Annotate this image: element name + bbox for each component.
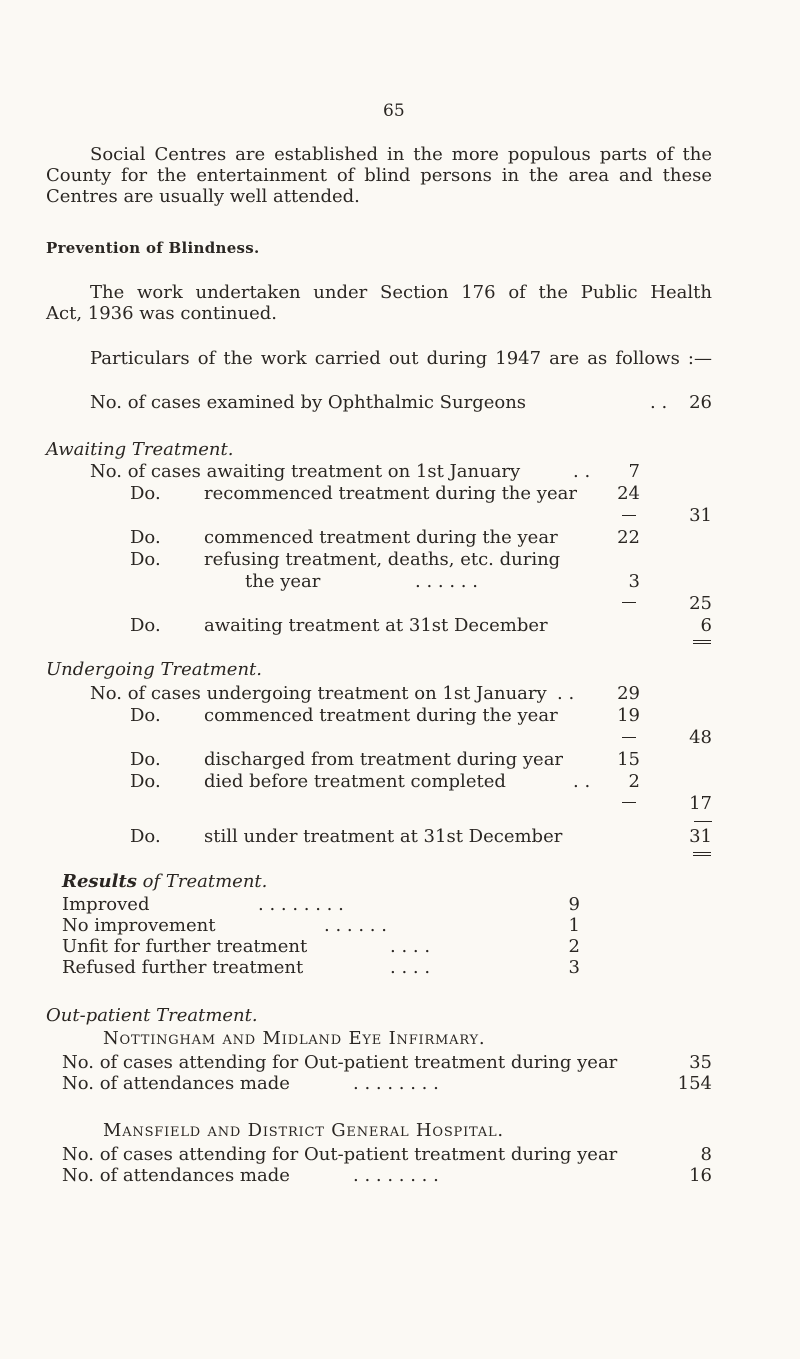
undergoing-row-1-dots: . . <box>557 683 575 704</box>
results-heading-bold: Results <box>62 871 137 892</box>
awaiting-subtotal-2: 25 <box>689 593 712 614</box>
undergoing-row-4-value: 2 <box>628 771 640 792</box>
undergoing-row-1-value: 29 <box>617 683 640 704</box>
work-line-1: The work undertaken under Section 176 of the Public Health <box>90 282 712 303</box>
undergoing-subtotal-2: 17 <box>689 793 712 814</box>
awaiting-row-4-dots: . . . . . . <box>415 571 478 592</box>
awaiting-double-rule <box>693 640 711 644</box>
intro-line-3: Centres are usually well attended. <box>46 186 360 207</box>
undergoing-row-4-prefix: Do. <box>130 771 161 792</box>
awaiting-row-2-label: recommenced treatment during the year <box>204 483 577 504</box>
results-row-value: 9 <box>568 894 580 915</box>
awaiting-row-1-label: No. of cases awaiting treatment on 1st January <box>90 461 521 482</box>
undergoing-subtotal-1: 48 <box>689 727 712 748</box>
results-row-value: 2 <box>568 936 580 957</box>
awaiting-row-3-value: 22 <box>617 527 640 548</box>
awaiting-rule-2 <box>622 602 636 603</box>
results-heading <box>62 872 267 892</box>
undergoing-row-5-value: 31 <box>689 826 712 847</box>
undergoing-heading: Undergoing Treatment. <box>46 659 262 680</box>
results-row-label: No improvement <box>62 915 216 936</box>
results-row-label: Improved <box>62 894 150 915</box>
undergoing-rule-2 <box>622 802 636 803</box>
awaiting-subtotal-1: 31 <box>689 505 712 526</box>
undergoing-row-4-dots: . . <box>573 771 591 792</box>
results-row-dots: . . . . . . <box>324 915 387 936</box>
awaiting-row-5-label: awaiting treatment at 31st December <box>204 615 548 636</box>
undergoing-row-3-value: 15 <box>617 749 640 770</box>
nottingham-attendances-dots: . . . . . . . . <box>353 1073 439 1094</box>
results-row-dots: . . . . <box>390 957 431 978</box>
undergoing-row-2-prefix: Do. <box>130 705 161 726</box>
section-heading-prevention: Prevention of Blindness. <box>46 239 260 257</box>
undergoing-rule-1 <box>622 737 636 738</box>
intro-line-2: County for the entertainment of blind persons in the area and these <box>46 165 712 186</box>
nottingham-attendances-value: 154 <box>677 1073 712 1094</box>
mansfield-attendances-dots: . . . . . . . . <box>353 1165 439 1186</box>
mansfield-cases-value: 8 <box>700 1144 712 1165</box>
results-row-value: 1 <box>568 915 580 936</box>
awaiting-row-2-value: 24 <box>617 483 640 504</box>
undergoing-rule-3 <box>694 821 712 822</box>
examined-dots: . . <box>650 392 668 413</box>
awaiting-row-5-prefix: Do. <box>130 615 161 636</box>
mansfield-title: Mansfield and District General Hospital. <box>103 1120 504 1141</box>
results-row-dots: . . . . <box>390 936 431 957</box>
intro-line-1: Social Centres are established in the more populous parts of the <box>90 144 712 165</box>
awaiting-row-2-prefix: Do. <box>130 483 161 504</box>
results-row-label: Refused further treatment <box>62 957 304 978</box>
awaiting-row-4-value: 3 <box>628 571 640 592</box>
particulars-line: Particulars of the work carried out during 1947 are as follows :— <box>90 348 712 369</box>
results-row-dots: . . . . . . . . <box>258 894 344 915</box>
undergoing-row-4-label: died before treatment completed <box>204 771 506 792</box>
undergoing-row-3-prefix: Do. <box>130 749 161 770</box>
results-heading-rest: of Treatment. <box>136 871 268 892</box>
undergoing-row-5-label: still under treatment at 31st December <box>204 826 563 847</box>
awaiting-rule-1 <box>622 515 636 516</box>
undergoing-row-5-prefix: Do. <box>130 826 161 847</box>
undergoing-row-2-label: commenced treatment during the year <box>204 705 558 726</box>
examined-value: 26 <box>689 392 712 413</box>
awaiting-row-4-label-2: the year <box>245 571 321 592</box>
examined-label: No. of cases examined by Ophthalmic Surgeons <box>90 392 527 413</box>
results-row-label: Unfit for further treatment <box>62 936 308 957</box>
awaiting-heading: Awaiting Treatment. <box>46 439 234 460</box>
nottingham-title: Nottingham and Midland Eye Infirmary. <box>103 1028 486 1049</box>
undergoing-double-rule <box>693 852 711 856</box>
mansfield-attendances-label: No. of attendances made <box>62 1165 290 1186</box>
undergoing-row-1-label: No. of cases undergoing treatment on 1st January <box>90 683 547 704</box>
undergoing-row-3-label: discharged from treatment during year <box>204 749 564 770</box>
awaiting-row-4-label: refusing treatment, deaths, etc. during <box>204 549 561 570</box>
awaiting-row-4-prefix: Do. <box>130 549 161 570</box>
awaiting-row-1-dots: . . <box>573 461 591 482</box>
outpatient-heading: Out-patient Treatment. <box>46 1005 258 1026</box>
nottingham-cases-label: No. of cases attending for Out-patient treatment during year <box>62 1052 618 1073</box>
nottingham-attendances-label: No. of attendances made <box>62 1073 290 1094</box>
undergoing-row-2-value: 19 <box>617 705 640 726</box>
awaiting-row-1-value: 7 <box>628 461 640 482</box>
awaiting-row-5-value: 6 <box>700 615 712 636</box>
page-number: 65 <box>383 101 405 121</box>
mansfield-attendances-value: 16 <box>689 1165 712 1186</box>
mansfield-cases-label: No. of cases attending for Out-patient treatment during year <box>62 1144 618 1165</box>
awaiting-row-3-label: commenced treatment during the year <box>204 527 558 548</box>
work-line-2: Act, 1936 was continued. <box>46 303 277 324</box>
awaiting-row-3-prefix: Do. <box>130 527 161 548</box>
results-row-value: 3 <box>568 957 580 978</box>
nottingham-cases-value: 35 <box>689 1052 712 1073</box>
